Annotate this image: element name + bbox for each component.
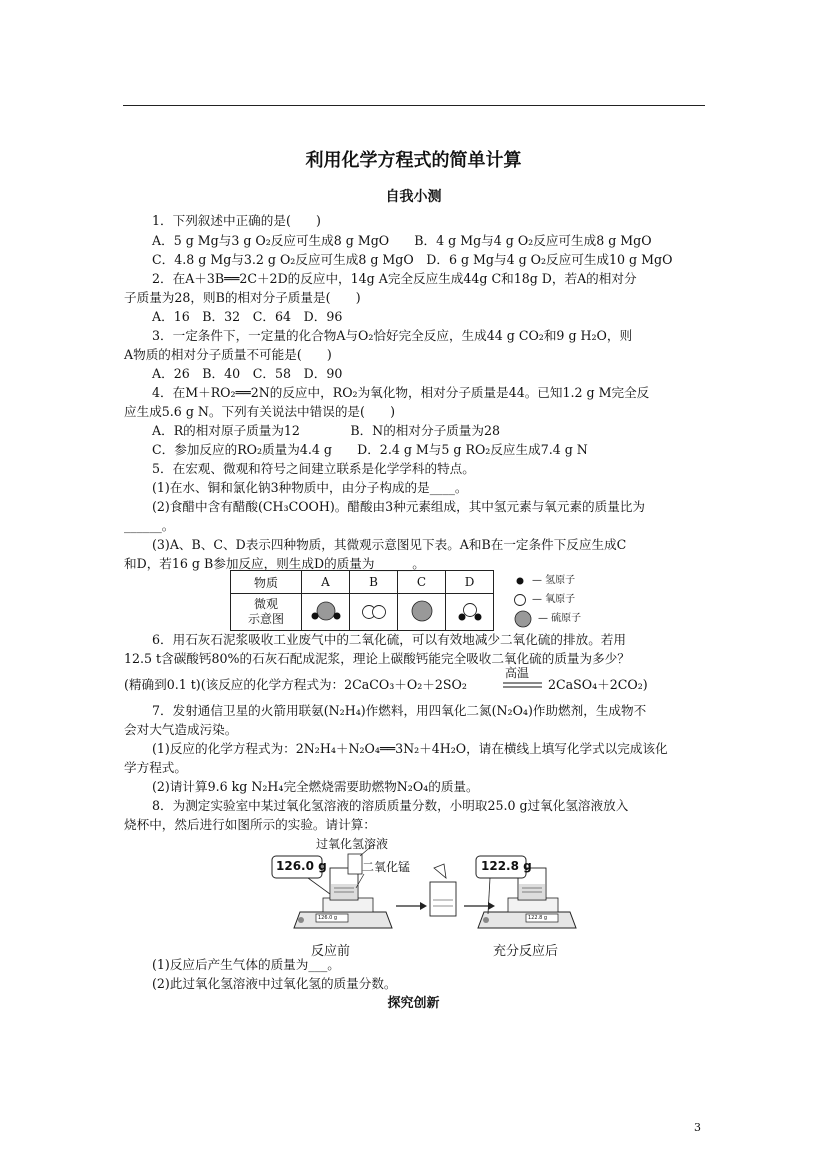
caption-before: 反应前 bbox=[311, 944, 351, 959]
beaker-icon bbox=[430, 864, 456, 916]
legend-oxygen: — 氧原子 bbox=[512, 590, 581, 609]
page-number: 3 bbox=[694, 1121, 701, 1134]
q4-stem: 4．在M＋RO₂══2N的反应中，RO₂为氧化物，相对分子质量是44。已知1.2 g M完全反 bbox=[152, 385, 650, 400]
q5-stem: 5．在宏观、微观和符号之间建立联系是化学学科的特点。 bbox=[152, 461, 475, 476]
q2-stem-cont: 子质量为28，则B的相对分子质量是( ) bbox=[124, 290, 361, 305]
table-header-c: C bbox=[398, 571, 446, 594]
q4-stem-cont: 应生成5.6 g N。下列有关说法中错误的是( ) bbox=[124, 404, 396, 419]
experiment-figure bbox=[268, 834, 578, 954]
molecule-a-icon bbox=[302, 594, 350, 631]
q3-stem-cont: A物质的相对分子质量不可能是( ) bbox=[124, 347, 332, 362]
q7-part1: (1)反应的化学方程式为：2N₂H₄＋N₂O₄══3N₂＋4H₂O，请在横线上填写化学式以完成该化 bbox=[152, 741, 668, 756]
table-header-substance: 物质 bbox=[231, 571, 302, 594]
figure-label-mno2: 二氧化锰 bbox=[362, 860, 411, 874]
table-row-label: 微观 示意图 bbox=[231, 594, 302, 631]
hydrogen-atom-icon bbox=[512, 575, 528, 587]
q1-stem: 1．下列叙述中正确的是( ) bbox=[152, 213, 321, 228]
q5-part1: (1)在水、铜和氯化钠3种物质中，由分子构成的是____。 bbox=[152, 480, 468, 495]
section-heading-explore: 探究创新 bbox=[387, 996, 440, 1011]
q5-part3-cont: 和D，若16 g B参加反应，则生成D的质量为______。 bbox=[124, 556, 425, 571]
molecule-table bbox=[230, 570, 494, 631]
q2-stem: 2．在A＋3B══2C＋2D的反应中，14g A完全反应生成44g C和18g D，若A的相对分 bbox=[152, 271, 637, 286]
atom-legend bbox=[512, 571, 581, 628]
q8-part1: (1)反应后产生气体的质量为___。 bbox=[152, 957, 340, 972]
q6-stem: 6．用石灰石泥浆吸收工业废气中的二氧化硫，可以有效地减少二氧化硫的排放。若用 bbox=[152, 632, 626, 647]
legend-hydrogen: — 氢原子 bbox=[512, 571, 581, 590]
q4-options-ab: A．R的相对原子质量为12 B．N的相对分子质量为28 bbox=[152, 423, 500, 438]
page-title: 利用化学方程式的简单计算 bbox=[305, 150, 522, 171]
table-header-a: A bbox=[302, 571, 350, 594]
table-header-b: B bbox=[350, 571, 398, 594]
q6-equation-left: (精确到0.1 t)(该反应的化学方程式为：2CaCO₃＋O₂＋2SO₂ bbox=[124, 677, 467, 692]
q7-part2: (2)请计算9.6 kg N₂H₄完全燃烧需要助燃物N₂O₄的质量。 bbox=[152, 779, 479, 794]
q5-part2: (2)食醋中含有醋酸(CH₃COOH)。醋酸由3种元素组成，其中氢元素与氧元素的质量比为 bbox=[152, 499, 646, 514]
reading-after: 122.8 g bbox=[481, 859, 532, 873]
q6-stem-cont: 12.5 t含碳酸钙80%的石灰石配成泥浆，理论上碳酸钙能完全吸收二氧化硫的质量为多少？ bbox=[124, 651, 630, 666]
equals-arrow-icon bbox=[502, 680, 544, 690]
q6-condition-label: 高温 bbox=[505, 666, 530, 680]
q1-options-cd: C．4.8 g Mg与3.2 g O₂反应可生成8 g MgO D．6 g Mg与4 g O₂反应可生成10 g MgO bbox=[152, 252, 673, 267]
q3-stem: 3．一定条件下，一定量的化合物A与O₂恰好完全反应，生成44 g CO₂和9 g H₂O，则 bbox=[152, 328, 633, 343]
molecule-c-icon bbox=[398, 594, 446, 631]
screen-before: 126.0 g bbox=[318, 915, 338, 921]
table-header-d: D bbox=[446, 571, 494, 594]
q7-part1-cont: 学方程式。 bbox=[124, 760, 187, 775]
caption-after: 充分反应后 bbox=[493, 944, 559, 959]
molecule-b-icon bbox=[350, 594, 398, 631]
q6-equation-right: 2CaSO₄＋2CO₂) bbox=[548, 677, 648, 692]
q5-part3: (3)A、B、C、D表示四种物质，其微观示意图见下表。A和B在一定条件下反应生成C bbox=[152, 537, 627, 552]
q8-part2: (2)此过氧化氢溶液中过氧化氢的质量分数。 bbox=[152, 976, 397, 991]
q1-options-ab: A．5 g Mg与3 g O₂反应可生成8 g MgO B．4 g Mg与4 g O₂反应可生成8 g MgO bbox=[152, 233, 652, 248]
q8-stem-cont: 烧杯中，然后进行如图所示的实验。请计算： bbox=[124, 817, 376, 832]
q7-stem: 7．发射通信卫星的火箭用联氨(N₂H₄)作燃料，用四氧化二氮(N₂O₄)作助燃剂，生成物不 bbox=[152, 703, 647, 718]
q2-options: A．16 B．32 C．64 D．96 bbox=[152, 309, 343, 324]
figure-label-h2o2: 过氧化氢溶液 bbox=[316, 837, 389, 851]
molecule-d-icon bbox=[446, 594, 494, 631]
header-rule bbox=[123, 105, 705, 106]
q8-stem: 8．为测定实验室中某过氧化氢溶液的溶质质量分数，小明取25.0 g过氧化氢溶液放入 bbox=[152, 798, 629, 813]
section-heading-self-test: 自我小测 bbox=[385, 189, 442, 205]
q4-options-cd: C．参加反应的RO₂质量为4.4 g D．2.4 g M与5 g RO₂反应生成7.4 g N bbox=[152, 442, 588, 457]
q5-part2-blank: ______。 bbox=[124, 518, 175, 533]
q3-options: A．26 B．40 C．58 D．90 bbox=[152, 366, 343, 381]
q7-stem-cont: 会对大气造成污染。 bbox=[124, 722, 238, 737]
reading-before: 126.0 g bbox=[276, 859, 327, 873]
legend-sulfur: — 硫原子 bbox=[512, 609, 581, 628]
screen-after: 122.8 g bbox=[528, 915, 548, 921]
sulfur-atom-icon bbox=[512, 610, 534, 628]
oxygen-atom-icon bbox=[512, 593, 528, 607]
